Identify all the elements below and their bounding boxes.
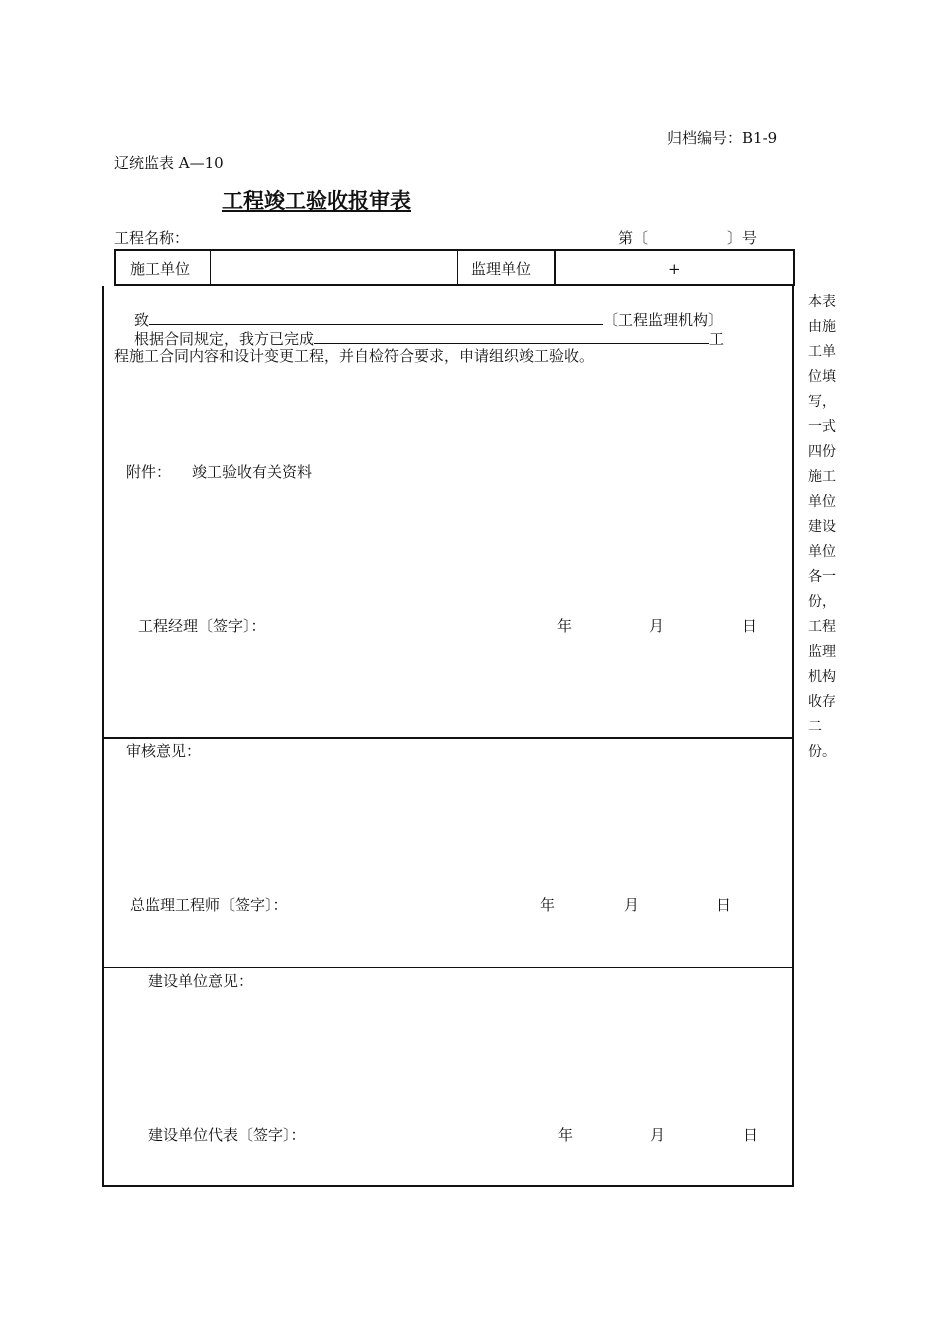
owner-representative-signature-label: 建设单位代表〔签字〕： xyxy=(148,1126,306,1144)
review-opinion-label: 审核意见： xyxy=(126,742,202,760)
side-note-line: 位填 xyxy=(808,369,836,385)
section-divider xyxy=(102,967,794,968)
addressee-field[interactable] xyxy=(149,309,603,325)
month-label: 月 xyxy=(624,896,640,914)
side-note-line: 写， xyxy=(808,394,836,410)
archive-number: 归档编号：B1-9 xyxy=(667,129,778,147)
number-prefix: 第〔 xyxy=(618,229,649,247)
year-label: 年 xyxy=(558,1126,574,1144)
form-code: 辽统监表 A—10 xyxy=(114,154,224,172)
day-label: 日 xyxy=(743,1126,759,1144)
completion-suffix: 工 xyxy=(709,330,725,348)
side-note-line: 单位 xyxy=(808,544,836,560)
application-text: 程施工合同内容和设计变更工程，并自检符合要求，申请组织竣工验收。 xyxy=(114,347,595,365)
addressee-line xyxy=(134,309,723,329)
side-note-line: 本表 xyxy=(808,294,836,310)
month-label: 月 xyxy=(649,617,665,635)
supervision-unit-label: 监理单位 xyxy=(471,260,532,278)
side-note xyxy=(808,290,848,765)
side-note-line: 一式 xyxy=(808,419,836,435)
addressee-prefix: 致 xyxy=(134,311,150,329)
owner-opinion-label: 建设单位意见： xyxy=(148,972,254,990)
day-label: 日 xyxy=(742,617,758,635)
frame-bottom xyxy=(102,1185,794,1187)
attachment-value: 竣工验收有关资料 xyxy=(192,463,313,481)
side-note-line: 四份 xyxy=(808,444,836,460)
day-label: 日 xyxy=(716,896,732,914)
side-note-line: 单位 xyxy=(808,494,836,510)
number-suffix: 〕号 xyxy=(727,229,758,247)
side-note-line: 二份。 xyxy=(808,719,836,760)
construction-unit-label: 施工单位 xyxy=(130,260,191,278)
section-divider xyxy=(102,737,794,739)
chief-engineer-signature-label: 总监理工程师〔签字〕： xyxy=(130,896,288,914)
side-note-line: 各一 xyxy=(808,569,836,585)
units-row xyxy=(114,249,795,286)
completion-line xyxy=(134,328,724,348)
addressee-suffix: 〔工程监理机构〕 xyxy=(603,311,724,329)
year-label: 年 xyxy=(557,617,573,635)
side-note-line: 工单 xyxy=(808,344,836,360)
project-name-label: 工程名称： xyxy=(114,229,190,247)
side-note-line: 施工 xyxy=(808,469,836,485)
side-note-line: 工程 xyxy=(808,619,836,635)
project-manager-signature-label: 工程经理〔签字〕： xyxy=(138,617,266,635)
side-note-line: 份， xyxy=(808,594,836,610)
attachment-label: 附件： xyxy=(126,463,172,481)
month-label: 月 xyxy=(650,1126,666,1144)
side-note-line: 机构 xyxy=(808,669,836,685)
divider xyxy=(554,251,556,284)
page-title: 工程竣工验收报审表 xyxy=(222,188,411,213)
supervision-unit-field[interactable]: + xyxy=(668,260,681,278)
side-note-line: 监理 xyxy=(808,644,836,660)
year-label: 年 xyxy=(540,896,556,914)
side-note-line: 收存 xyxy=(808,694,836,710)
divider xyxy=(457,251,458,284)
side-note-line: 由施 xyxy=(808,319,836,335)
completion-prefix: 根据合同规定，我方已完成 xyxy=(134,330,315,348)
side-note-line: 建设 xyxy=(808,519,836,535)
divider xyxy=(210,251,211,284)
completed-project-field[interactable] xyxy=(314,328,709,344)
